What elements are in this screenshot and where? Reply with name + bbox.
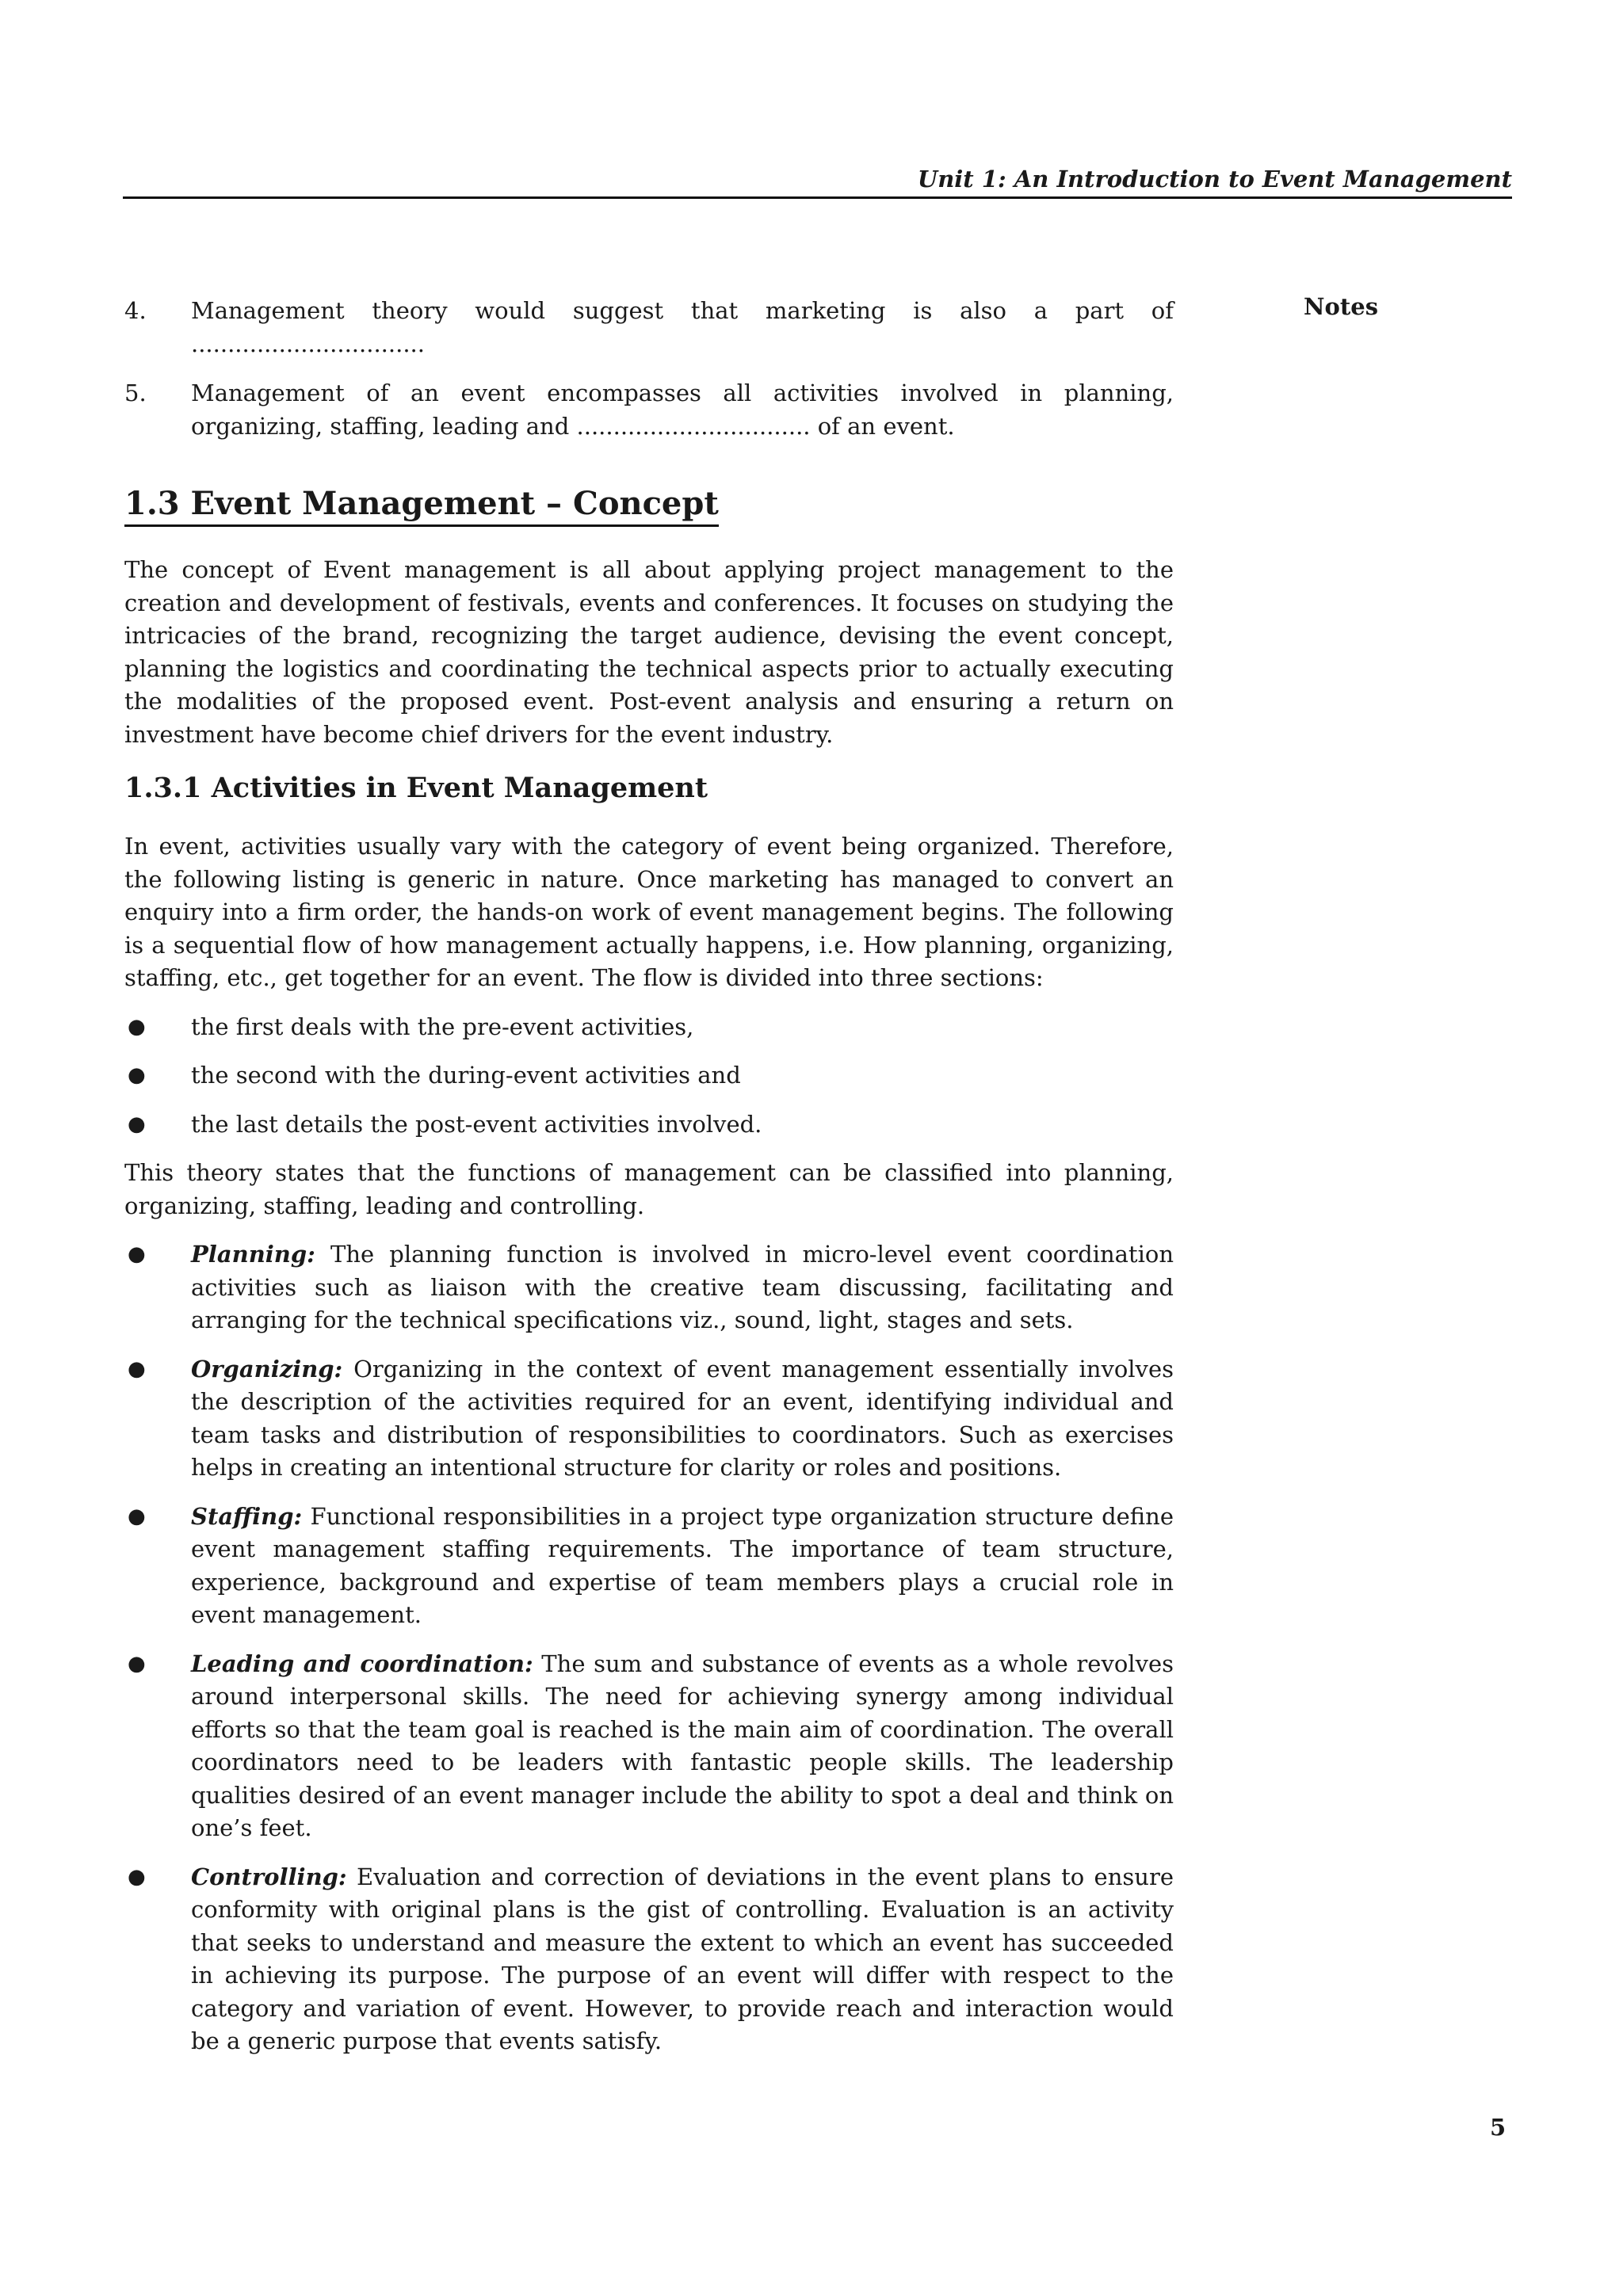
function-term: Staffing: bbox=[191, 1502, 303, 1530]
flow-list-item bbox=[124, 1011, 1174, 1044]
bullet-icon: ● bbox=[128, 1242, 146, 1266]
flow-item-text: the first deals with the pre-event activities, bbox=[191, 1013, 694, 1040]
question-item bbox=[124, 377, 1174, 443]
main-content bbox=[124, 295, 1174, 2074]
page-number: 5 bbox=[1490, 2114, 1507, 2141]
function-description: Evaluation and correction of deviations in the event plans to ensure conformity with original plans is the gist of controlling. Evaluation is an activity that seeks to understand and measure the extent to which an event has succeeded in achieving its purpose. The purpose of an event will differ with respect to the category and variation of event. However, to provide reach and interaction would be a generic purpose that events satisfy. bbox=[191, 1863, 1174, 2054]
bullet-icon: ● bbox=[128, 1356, 146, 1381]
section-intro-paragraph: The concept of Event management is all about applying project management to the creation and development of festivals, events and conferences. It focuses on studying the intricacies of the brand, recognizing the target audience, devising the event concept, planning the logistics and coordinating the technical aspects prior to actually executing the modalities of the proposed event. Post-event analysis and ensuring a return on investment have become chief drivers for the event industry. bbox=[124, 556, 1174, 748]
notes-margin-label: Notes bbox=[1304, 293, 1379, 320]
question-text: Management of an event encompasses all activities involved in planning, organizing, staffing, leading and ................................ of an event. bbox=[191, 379, 1174, 440]
function-term: Controlling: bbox=[191, 1863, 347, 1890]
running-title: Unit 1: An Introduction to Event Management bbox=[917, 166, 1512, 193]
flow-list-item bbox=[124, 1059, 1174, 1093]
running-header bbox=[123, 163, 1512, 199]
function-term: Leading and coordination: bbox=[191, 1650, 533, 1677]
bullet-icon: ● bbox=[128, 1504, 146, 1528]
function-description: The sum and substance of events as a whole revolves around interpersonal skills. The need for achieving synergy among individual efforts so that the team goal is reached is the main aim of coordination. The overall coordinators need to be leaders with fantastic people skills. The leadership qualities desired of an event manager include the ability to spot a deal and think on one’s feet. bbox=[191, 1650, 1174, 1841]
flow-item-text: the last details the post-event activities involved. bbox=[191, 1110, 762, 1138]
subsection-intro-paragraph: In event, activities usually vary with the category of event being organized. Therefore, the following listing is generic in nature. Once marketing has managed to convert an enquiry into a firm order, the hands-on work of event management begins. The following is a sequential flow of how management actually happens, i.e. How planning, organizing, staffing, etc., get together for an event. The flow is divided into three sections: bbox=[124, 833, 1174, 991]
bullet-icon: ● bbox=[128, 1864, 146, 1889]
theory-paragraph: This theory states that the functions of management can be classified into planning, organizing, staffing, leading and controlling. bbox=[124, 1159, 1174, 1219]
function-description: Organizing in the context of event management essentially involves the description of the activities required for an event, identifying individual and team tasks and distribution of responsibilities to coordinators. Such as exercises helps in creating an intentional structure for clarity or roles and positions. bbox=[191, 1355, 1174, 1481]
bullet-icon: ● bbox=[128, 1112, 146, 1136]
question-number: 4. bbox=[124, 297, 147, 324]
question-item bbox=[124, 295, 1174, 360]
function-list-item bbox=[124, 1238, 1174, 1337]
question-text: Management theory would suggest that marketing is also a part of ................................ bbox=[191, 297, 1174, 357]
function-list-item bbox=[124, 1648, 1174, 1845]
function-term: Planning: bbox=[191, 1241, 315, 1268]
function-description: The planning function is involved in micro-level event coordination activities such as liaison with the creative team discussing, facilitating and arranging for the technical specifications viz., sound, light, stages and sets. bbox=[191, 1241, 1174, 1333]
bullet-icon: ● bbox=[128, 1014, 146, 1039]
question-number: 5. bbox=[124, 379, 147, 406]
flow-item-text: the second with the during-event activities and bbox=[191, 1062, 741, 1089]
function-description: Functional responsibilities in a project type organization structure define event management staffing requirements. The importance of team structure, experience, background and expertise of team members plays a crucial role in event management. bbox=[191, 1502, 1174, 1628]
function-list-item bbox=[124, 1861, 1174, 2058]
bullet-icon: ● bbox=[128, 1651, 146, 1676]
section-heading: 1.3 Event Management – Concept bbox=[124, 483, 719, 527]
function-list-item bbox=[124, 1501, 1174, 1632]
function-list-item bbox=[124, 1353, 1174, 1485]
function-term: Organizing: bbox=[191, 1355, 343, 1383]
flow-list-item bbox=[124, 1108, 1174, 1142]
subsection-heading: 1.3.1 Activities in Event Management bbox=[124, 772, 708, 804]
bullet-icon: ● bbox=[128, 1063, 146, 1087]
